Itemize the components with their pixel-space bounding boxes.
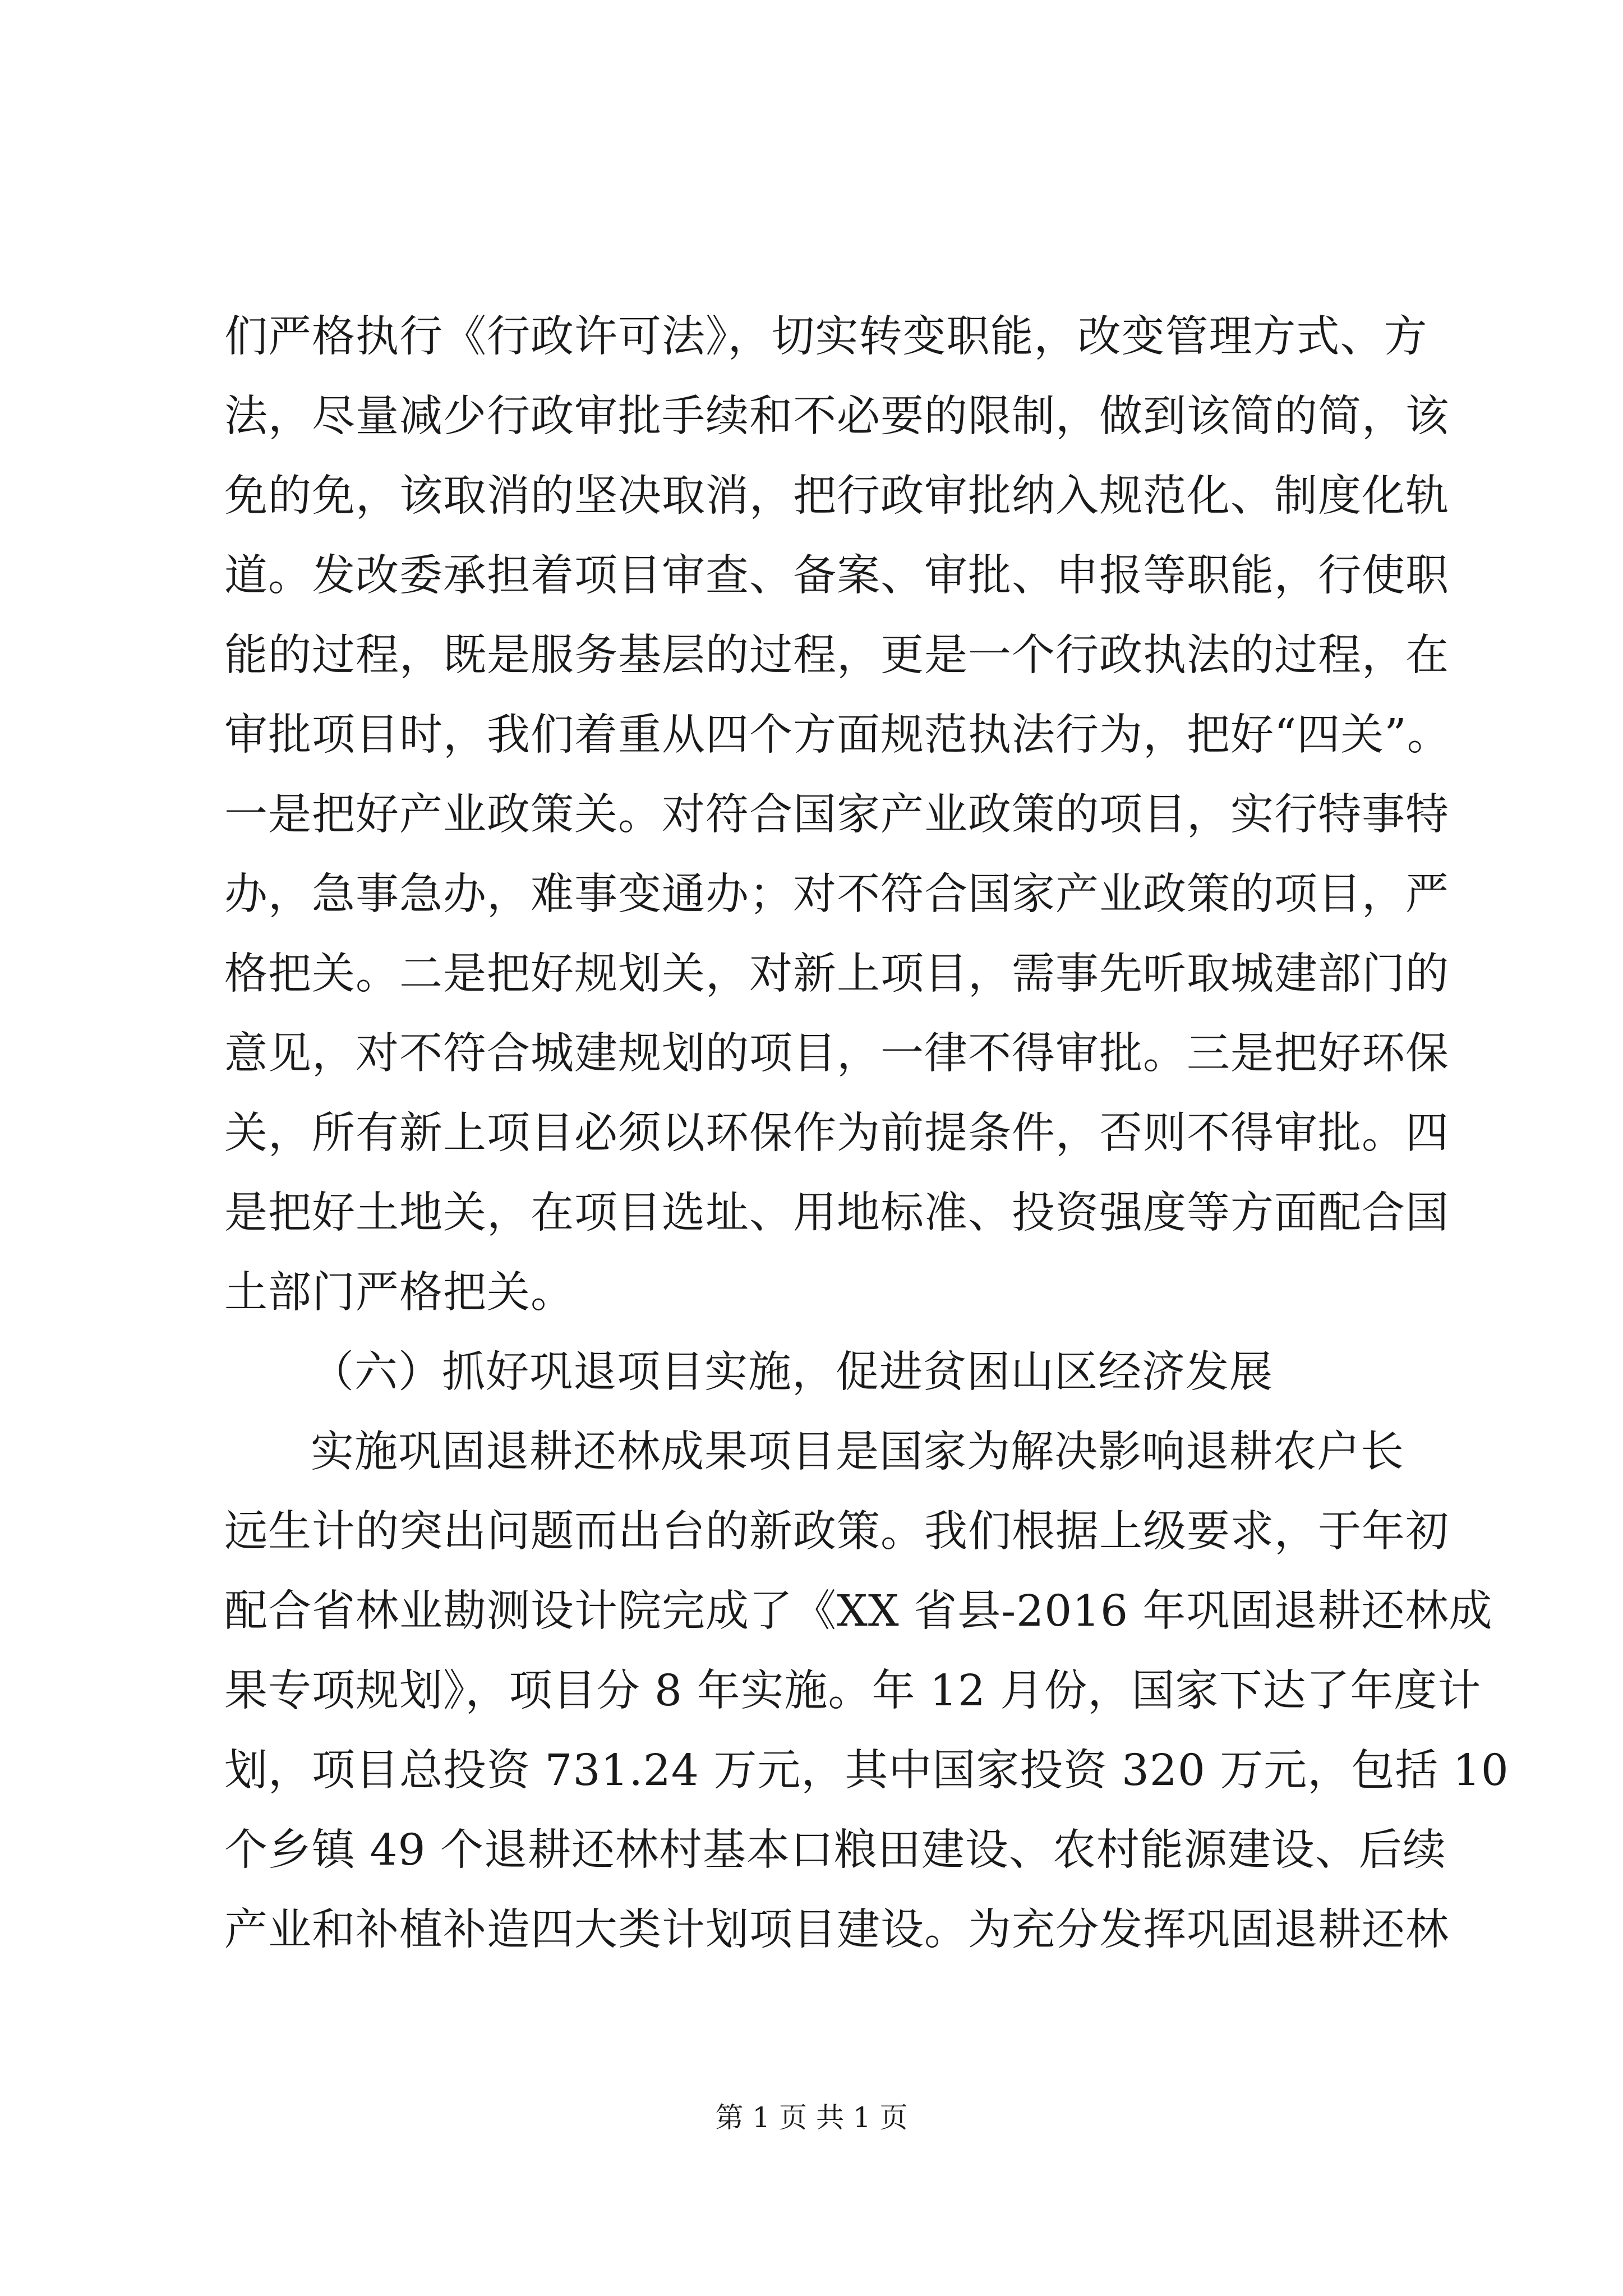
body-line: 一是把好产业政策关。对符合国家产业政策的项目，实行特事特 [224,790,1449,840]
body-line: 远生计的突出问题而出台的新政策。我们根据上级要求，于年初 [224,1507,1449,1557]
body-line: 划，项目总投资 731.24 万元，其中国家投资 320 万元，包括 10 [224,1746,1509,1796]
body-line: 能的过程，既是服务基层的过程，更是一个行政执法的过程，在 [224,631,1449,680]
body-line: 们严格执行《行政许可法》，切实转变职能，改变管理方式、方 [224,312,1428,362]
page-footer [0,2101,1623,2134]
body-line: 实施巩固退耕还林成果项目是国家为解决影响退耕农户长 [311,1427,1404,1477]
body-line: 道。发改委承担着项目审查、备案、审批、申报等职能，行使职 [224,551,1449,601]
section-heading: （六）抓好巩退项目实施，促进贫困山区经济发展 [311,1347,1273,1397]
body-line: 果专项规划》，项目分 8 年实施。年 12 月份，国家下达了年度计 [224,1666,1482,1716]
body-line: 审批项目时，我们着重从四个方面规范执法行为，把好“四关”。 [224,710,1451,760]
body-line: 免的免，该取消的坚决取消，把行政审批纳入规范化、制度化轨 [224,471,1449,521]
body-line: 法，尽量减少行政审批手续和不必要的限制，做到该简的简，该 [224,392,1449,441]
page-number-label: 第 1 页 共 1 页 [715,2101,908,2134]
body-line: 办，急事急办，难事变通办；对不符合国家产业政策的项目，严 [224,869,1449,919]
body-line: 意见，对不符合城建规划的项目，一律不得审批。三是把好环保 [224,1029,1449,1079]
document-body [224,297,1509,1970]
body-line: 土部门严格把关。 [224,1268,574,1318]
body-line: 是把好土地关，在项目选址、用地标准、投资强度等方面配合国 [224,1188,1449,1238]
body-line: 配合省林业勘测设计院完成了《XX 省县-2016 年巩固退耕还林成 [224,1586,1493,1636]
body-line: 产业和补植补造四大类计划项目建设。为充分发挥巩固退耕还林 [224,1905,1449,1955]
body-line: 格把关。二是把好规划关，对新上项目，需事先听取城建部门的 [224,949,1449,999]
body-line: 个乡镇 49 个退耕还林村基本口粮田建设、农村能源建设、后续 [224,1825,1446,1875]
body-line: 关，所有新上项目必须以环保作为前提条件，否则不得审批。四 [224,1108,1449,1158]
